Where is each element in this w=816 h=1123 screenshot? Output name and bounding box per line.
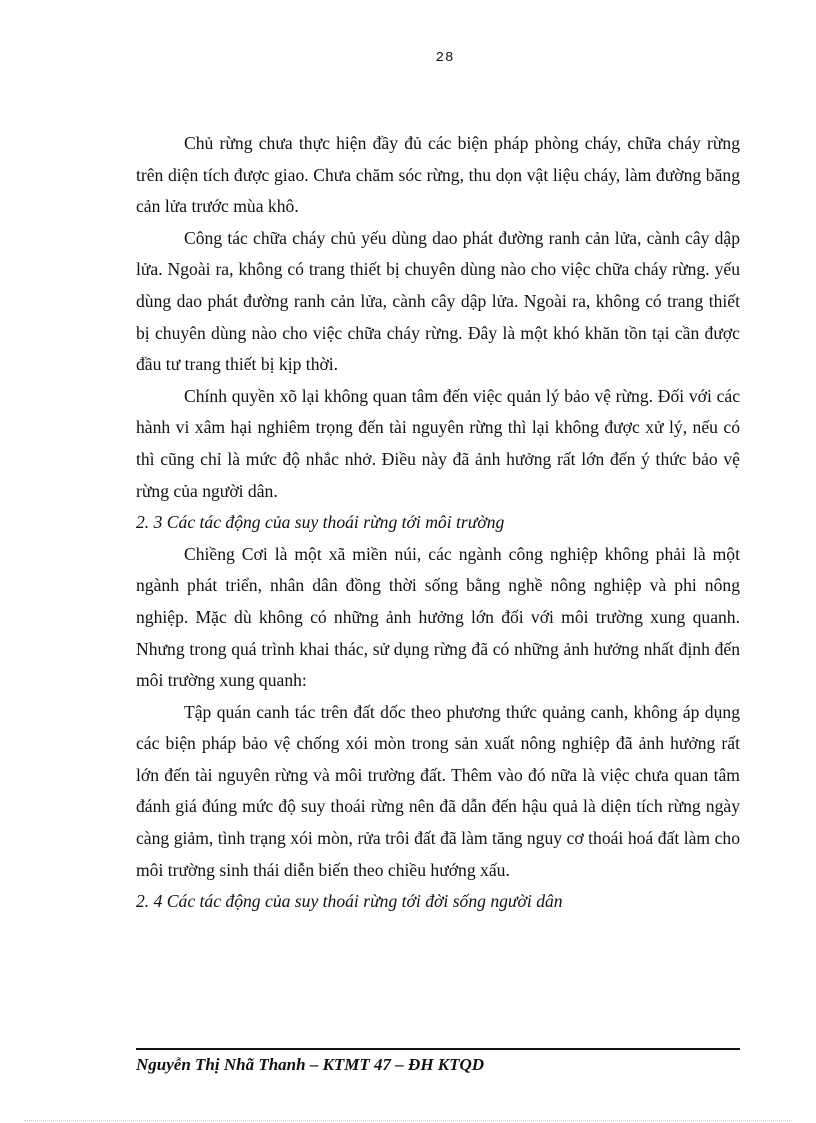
body-paragraph: Chủ rừng chưa thực hiện đầy đủ các biện pháp phòng cháy, chữa cháy rừng trên diện tích được giao. Chưa chăm sóc rừng, thu dọn vật liệu cháy, làm đường băng cản lửa trước mùa khô. (136, 133, 740, 217)
page-edge-divider (24, 1120, 792, 1121)
footer-divider (136, 1048, 740, 1050)
body-paragraph: Tập quán canh tác trên đất dốc theo phương thức quảng canh, không áp dụng các biện pháp bảo vệ chống xói mòn trong sản xuất nông nghiệp đã ảnh hưởng rất lớn đến tài nguyên rừng và môi trường đất. Thêm vào đó nữa là việc chưa quan tâm đánh giá đúng mức độ suy thoái rừng nên đã dẫn đến hậu quả là diện tích rừng ngày càng giảm, tình trạng xói mòn, rửa trôi đất đã làm tăng nguy cơ thoái hoá đất làm cho môi trường sinh thái diễn biến theo chiều hướng xấu. (136, 701, 740, 880)
page-number: 28 (435, 50, 455, 66)
footer-author: Nguyễn Thị Nhã Thanh – KTMT 47 – ĐH KTQD (136, 1055, 485, 1074)
body-paragraph: Công tác chữa cháy chủ yếu dùng dao phát đường ranh cản lửa, cành cây dập lửa. Ngoài ra, không có trang thiết bị chuyên dùng nào cho việc chữa cháy rừng. yếu dùng dao phát đường ranh cản lửa, cành cây dập lửa. Ngoài ra, không có trang thiết bị chuyên dùng nào cho việc chữa cháy rừng. Đây là một khó khăn tồn tại cần được đầu tư trang thiết bị kịp thời. (136, 227, 740, 375)
document-body (136, 128, 740, 918)
section-heading: 2. 4 Các tác động của suy thoái rừng tới đời sống người dân (136, 891, 563, 912)
body-paragraph: Chính quyền xõ lại không quan tâm đến việc quản lý bảo vệ rừng. Đối với các hành vi xâm hại nghiêm trọng đến tài nguyên rừng thì lại không được xử lý, nếu có thì cũng chỉ là mức độ nhắc nhở. Điều này đã ảnh hưởng rất lớn đến ý thức bảo vệ rừng của người dân. (136, 385, 740, 501)
body-paragraph: Chiềng Cơi là một xã miền núi, các ngành công nghiệp không phải là một ngành phát triển, nhân dân đồng thời sống bằng nghề nông nghiệp và phi nông nghiệp. Mặc dù không có những ảnh hưởng lớn đối với môi trường xung quanh. Nhưng trong quá trình khai thác, sử dụng rừng đã có những ảnh hưởng nhất định đến môi trường xung quanh: (136, 543, 740, 691)
section-heading: 2. 3 Các tác động của suy thoái rừng tới môi trường (136, 512, 505, 533)
